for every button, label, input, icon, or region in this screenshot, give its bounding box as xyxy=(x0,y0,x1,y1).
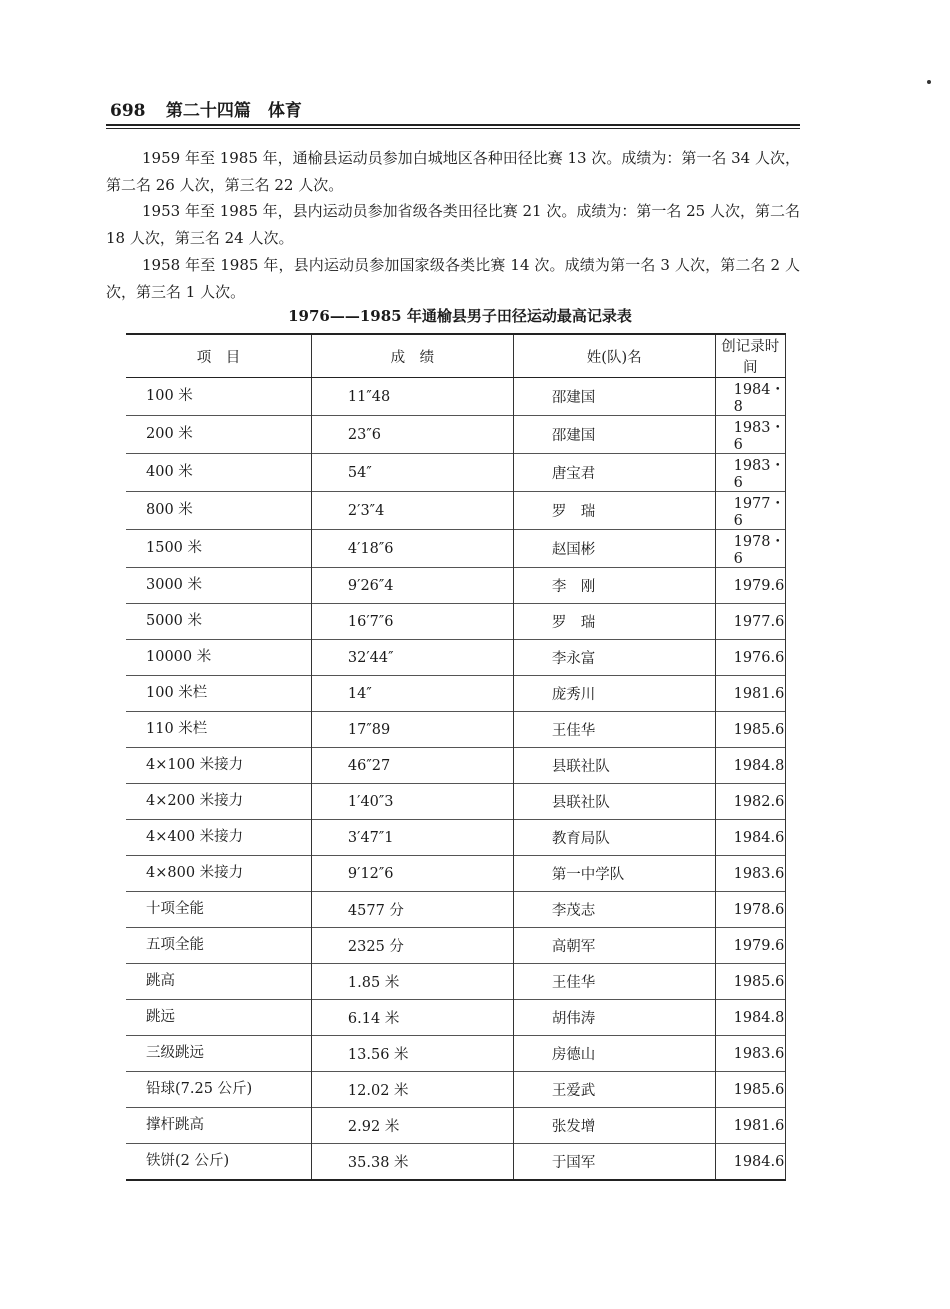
cell-date: 1978・6 xyxy=(715,530,785,568)
header-rule-thin xyxy=(106,128,800,129)
cell-event: 4×200 米接力 xyxy=(126,784,311,820)
cell-holder: 邵建国 xyxy=(513,378,715,416)
cell-holder: 教育局队 xyxy=(513,820,715,856)
cell-event: 1500 米 xyxy=(126,530,311,568)
table-row xyxy=(126,492,786,530)
cell-result: 2′3″4 xyxy=(311,492,513,530)
cell-date: 1979.6 xyxy=(715,568,785,604)
cell-result: 2325 分 xyxy=(311,928,513,964)
cell-date: 1983.6 xyxy=(715,1036,785,1072)
table-row xyxy=(126,856,786,892)
cell-event: 撑杆跳高 xyxy=(126,1108,311,1144)
cell-event: 4×100 米接力 xyxy=(126,748,311,784)
cell-date: 1977・6 xyxy=(715,492,785,530)
cell-result: 6.14 米 xyxy=(311,1000,513,1036)
cell-holder: 罗 瑞 xyxy=(513,604,715,640)
cell-date: 1981.6 xyxy=(715,676,785,712)
cell-result: 3′47″1 xyxy=(311,820,513,856)
table-row xyxy=(126,676,786,712)
cell-event: 800 米 xyxy=(126,492,311,530)
cell-event: 铁饼(2 公斤) xyxy=(126,1144,311,1181)
cell-holder: 胡伟涛 xyxy=(513,1000,715,1036)
cell-date: 1985.6 xyxy=(715,964,785,1000)
cell-holder: 王佳华 xyxy=(513,712,715,748)
paragraph-baicheng: 1959 年至 1985 年，通榆县运动员参加白城地区各种田径比赛 13 次。成绩为：第一名 34 人次，第二名 26 人次，第三名 22 人次。 xyxy=(106,149,800,194)
paragraph-national: 1958 年至 1985 年，县内运动员参加国家级各类比赛 14 次。成绩为第一名 3 人次，第二名 2 人次，第三名 1 人次。 xyxy=(106,256,800,301)
page-number: 698 xyxy=(110,101,146,121)
cell-event: 110 米栏 xyxy=(126,712,311,748)
cell-result: 46″27 xyxy=(311,748,513,784)
header-date: 创记录时间 xyxy=(715,334,785,378)
cell-holder: 第一中学队 xyxy=(513,856,715,892)
cell-event: 十项全能 xyxy=(126,892,311,928)
header-holder: 姓(队)名 xyxy=(513,334,715,378)
table-row xyxy=(126,928,786,964)
chapter-title: 第二十四篇 体育 xyxy=(165,101,302,121)
cell-date: 1984.8 xyxy=(715,1000,785,1036)
cell-result: 17″89 xyxy=(311,712,513,748)
cell-event: 4×800 米接力 xyxy=(126,856,311,892)
table-header-row xyxy=(126,334,786,378)
cell-event: 100 米栏 xyxy=(126,676,311,712)
table-row xyxy=(126,604,786,640)
cell-result: 1′40″3 xyxy=(311,784,513,820)
records-table xyxy=(126,333,786,1181)
cell-result: 4′18″6 xyxy=(311,530,513,568)
cell-holder: 王佳华 xyxy=(513,964,715,1000)
cell-event: 100 米 xyxy=(126,378,311,416)
cell-holder: 房德山 xyxy=(513,1036,715,1072)
cell-result: 11″48 xyxy=(311,378,513,416)
cell-holder: 县联社队 xyxy=(513,748,715,784)
cell-result: 14″ xyxy=(311,676,513,712)
cell-event: 3000 米 xyxy=(126,568,311,604)
cell-date: 1984.8 xyxy=(715,748,785,784)
cell-date: 1983・6 xyxy=(715,416,785,454)
cell-date: 1983・6 xyxy=(715,454,785,492)
cell-result: 16′7″6 xyxy=(311,604,513,640)
cell-date: 1982.6 xyxy=(715,784,785,820)
table-row xyxy=(126,1144,786,1181)
header-event: 项 目 xyxy=(126,334,311,378)
cell-date: 1984・8 xyxy=(715,378,785,416)
table-row xyxy=(126,1072,786,1108)
table-row xyxy=(126,568,786,604)
cell-event: 三级跳远 xyxy=(126,1036,311,1072)
cell-result: 35.38 米 xyxy=(311,1144,513,1181)
cell-date: 1984.6 xyxy=(715,820,785,856)
cell-result: 1.85 米 xyxy=(311,964,513,1000)
cell-result: 23″6 xyxy=(311,416,513,454)
table-row xyxy=(126,748,786,784)
cell-event: 跳高 xyxy=(126,964,311,1000)
cell-result: 4577 分 xyxy=(311,892,513,928)
cell-result: 9′26″4 xyxy=(311,568,513,604)
page-header xyxy=(110,96,800,122)
cell-event: 10000 米 xyxy=(126,640,311,676)
table-row xyxy=(126,892,786,928)
cell-holder: 邵建国 xyxy=(513,416,715,454)
table-row xyxy=(126,1000,786,1036)
paragraph-provincial: 1953 年至 1985 年，县内运动员参加省级各类田径比赛 21 次。成绩为：第一名 25 人次，第二名 18 人次，第三名 24 人次。 xyxy=(106,202,800,247)
cell-holder: 李茂志 xyxy=(513,892,715,928)
cell-holder: 高朝军 xyxy=(513,928,715,964)
cell-holder: 县联社队 xyxy=(513,784,715,820)
cell-holder: 张发增 xyxy=(513,1108,715,1144)
cell-date: 1979.6 xyxy=(715,928,785,964)
cell-date: 1981.6 xyxy=(715,1108,785,1144)
table-row xyxy=(126,378,786,416)
cell-date: 1978.6 xyxy=(715,892,785,928)
table-row xyxy=(126,454,786,492)
cell-holder: 王爱武 xyxy=(513,1072,715,1108)
cell-event: 4×400 米接力 xyxy=(126,820,311,856)
cell-result: 32′44″ xyxy=(311,640,513,676)
header-rule xyxy=(106,124,800,126)
cell-holder: 赵国彬 xyxy=(513,530,715,568)
scan-speck xyxy=(927,80,931,84)
cell-holder: 李永富 xyxy=(513,640,715,676)
cell-date: 1984.6 xyxy=(715,1144,785,1181)
cell-result: 2.92 米 xyxy=(311,1108,513,1144)
cell-date: 1985.6 xyxy=(715,712,785,748)
table-row xyxy=(126,1108,786,1144)
header-result: 成 绩 xyxy=(311,334,513,378)
cell-holder: 李 刚 xyxy=(513,568,715,604)
cell-event: 200 米 xyxy=(126,416,311,454)
cell-holder: 唐宝君 xyxy=(513,454,715,492)
cell-event: 跳远 xyxy=(126,1000,311,1036)
table-row xyxy=(126,530,786,568)
table-row xyxy=(126,784,786,820)
cell-event: 五项全能 xyxy=(126,928,311,964)
table-row xyxy=(126,712,786,748)
cell-date: 1985.6 xyxy=(715,1072,785,1108)
table-row xyxy=(126,1036,786,1072)
cell-date: 1983.6 xyxy=(715,856,785,892)
cell-event: 铅球(7.25 公斤) xyxy=(126,1072,311,1108)
table-row xyxy=(126,640,786,676)
cell-event: 400 米 xyxy=(126,454,311,492)
cell-result: 13.56 米 xyxy=(311,1036,513,1072)
cell-holder: 于国军 xyxy=(513,1144,715,1181)
table-row xyxy=(126,416,786,454)
table-row xyxy=(126,964,786,1000)
cell-event: 5000 米 xyxy=(126,604,311,640)
cell-result: 54″ xyxy=(311,454,513,492)
cell-holder: 罗 瑞 xyxy=(513,492,715,530)
cell-date: 1976.6 xyxy=(715,640,785,676)
table-row xyxy=(126,820,786,856)
cell-result: 12.02 米 xyxy=(311,1072,513,1108)
cell-result: 9′12″6 xyxy=(311,856,513,892)
cell-date: 1977.6 xyxy=(715,604,785,640)
table-title: 1976——1985 年通榆县男子田径运动最高记录表 xyxy=(288,307,632,325)
cell-holder: 庞秀川 xyxy=(513,676,715,712)
